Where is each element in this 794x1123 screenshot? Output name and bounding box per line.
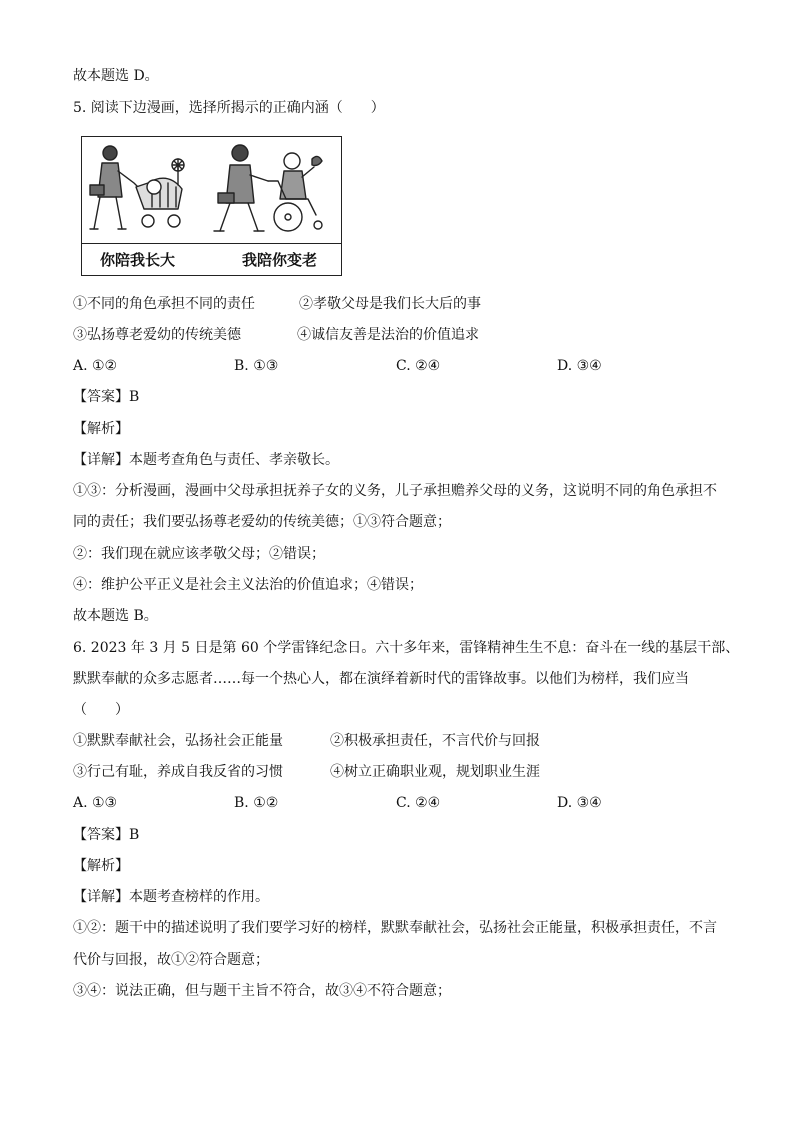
q6-statement-4: ④树立正确职业观，规划职业生涯 (330, 764, 540, 780)
cartoon-caption-divider (82, 243, 341, 244)
q4-conclusion: 故本题选 D。 (73, 68, 159, 84)
cartoon-caption-right: 我陪你变老 (242, 251, 318, 269)
q6-stem-line-3: （ ） (73, 702, 129, 718)
q5-analysis-heading: 【解析】 (73, 421, 129, 437)
q5-explanation-1a: ①③：分析漫画，漫画中父母承担抚养子女的义务，儿子承担赡养父母的义务，这说明不同的角色承担不 (73, 483, 717, 499)
q6-stem-line-2: 默默奉献的众多志愿者……每一个热心人，都在演绎着新时代的雷锋故事。以他们为榜样，我们应当 (73, 671, 689, 687)
q6-explanation-2: ③④：说法正确，但与题干主旨不符合，故③④不符合题意； (73, 983, 451, 999)
q6-statement-3: ③行己有耻，养成自我反省的习惯 (73, 764, 283, 780)
q5-answer: 【答案】B (73, 389, 140, 405)
q6-answer: 【答案】B (73, 827, 140, 843)
q6-explanation-1b: 代价与回报，故①②符合题意； (73, 952, 269, 968)
q6-explanation-1a: ①②：题干中的描述说明了我们要学习好的榜样，默默奉献社会，弘扬社会正能量，积极承担责任，不言 (73, 920, 717, 936)
q6-stem-line-1: 6. 2023 年 3 月 5 日是第 60 个学雷锋纪念日。六十多年来，雷锋精神生生不息：奋斗在一线的基层干部、 (73, 640, 740, 656)
q5-statement-2: ②孝敬父母是我们长大后的事 (299, 296, 481, 312)
q5-stem: 5. 阅读下边漫画，选择所揭示的正确内涵（ ） (73, 100, 385, 116)
q5-statement-3: ③弘扬尊老爱幼的传统美德 (73, 327, 241, 343)
q5-cartoon (81, 136, 342, 276)
q6-statement-2: ②积极承担责任，不言代价与回报 (330, 733, 540, 749)
q6-option-a: A. ①③ (73, 795, 118, 811)
q5-option-b: B. ①③ (234, 358, 279, 374)
q6-analysis-heading: 【解析】 (73, 858, 129, 874)
q6-option-c: C. ②④ (396, 795, 441, 811)
q5-option-c: C. ②④ (396, 358, 441, 374)
cartoon-caption-left: 你陪我长大 (100, 251, 176, 269)
q5-statement-1: ①不同的角色承担不同的责任 (73, 296, 255, 312)
q5-statement-4: ④诚信友善是法治的价值追求 (297, 327, 479, 343)
q5-option-a: A. ①② (73, 358, 118, 374)
q5-conclusion: 故本题选 B。 (73, 608, 158, 624)
q5-explanation-3: ④：维护公平正义是社会主义法治的价值追求；④错误； (73, 577, 423, 593)
q6-option-d: D. ③④ (557, 795, 602, 811)
q5-option-d: D. ③④ (557, 358, 602, 374)
q6-option-b: B. ①② (234, 795, 279, 811)
q5-detail: 【详解】本题考查角色与责任、孝亲敬长。 (73, 452, 339, 468)
q5-explanation-2: ②：我们现在就应该孝敬父母；②错误； (73, 546, 325, 562)
q6-detail: 【详解】本题考查榜样的作用。 (73, 889, 269, 905)
q5-explanation-1b: 同的责任；我们要弘扬尊老爱幼的传统美德；①③符合题意； (73, 514, 451, 530)
q6-statement-1: ①默默奉献社会，弘扬社会正能量 (73, 733, 283, 749)
